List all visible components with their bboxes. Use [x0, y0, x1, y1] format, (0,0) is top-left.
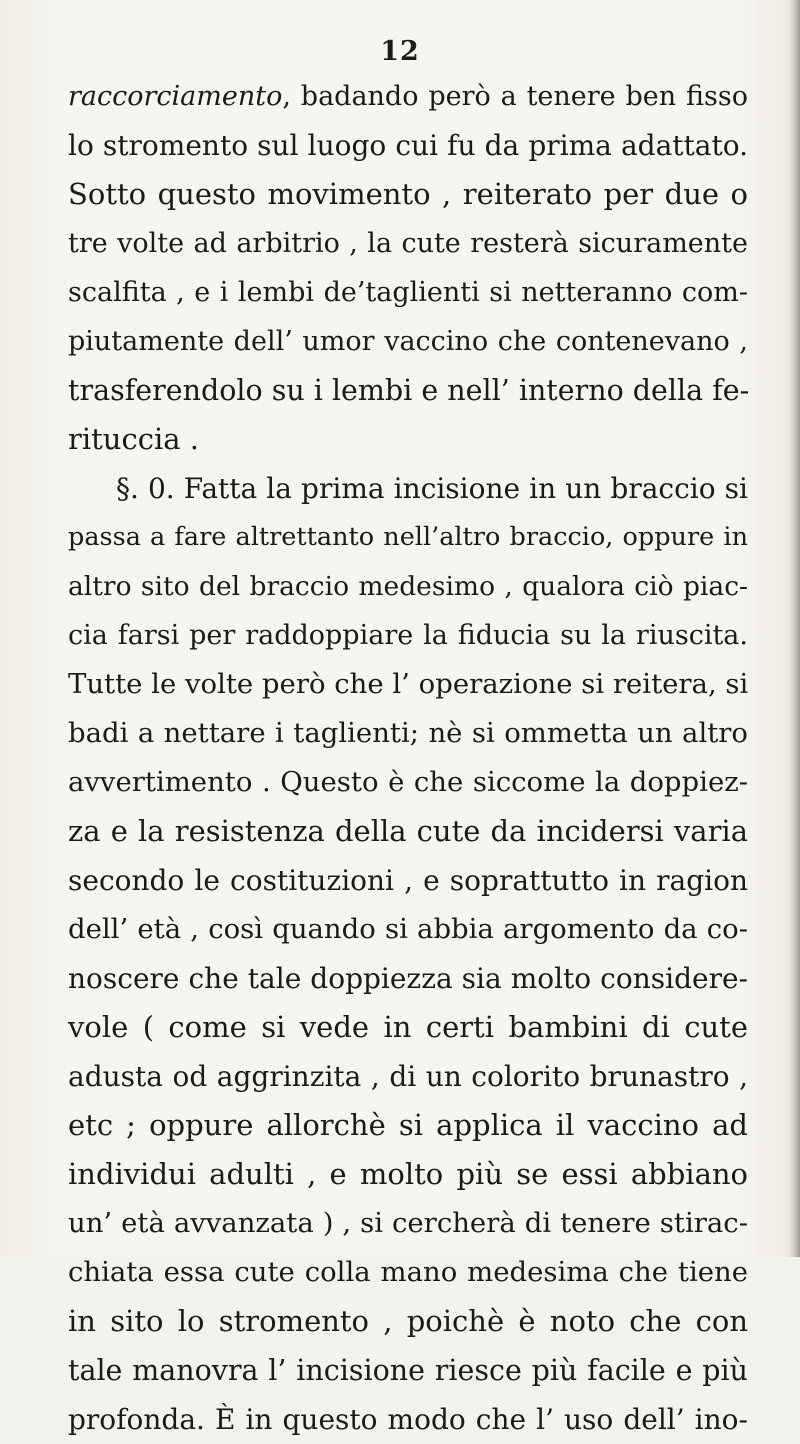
text-run: in sito lo stromento , poichè è noto che con: [68, 1304, 748, 1338]
text-run: badi a nettare i taglienti; nè si ommetta un altro: [68, 717, 748, 749]
text-line: [68, 1346, 748, 1395]
text-run: piutamente dell’ umor vaccino che contenevano ,: [68, 326, 748, 357]
text-run: Sotto questo movimento , reiterato per due o: [68, 177, 748, 211]
text-run: individui adulti , e molto più se essi abbiano: [68, 1157, 748, 1191]
text-run: , badando però a tenere ben fisso: [282, 81, 748, 112]
text-line: [68, 415, 748, 464]
text-line: [68, 317, 748, 366]
text-line: [68, 1101, 748, 1150]
text-run: chiata essa cute colla mano medesima che tiene: [68, 1256, 748, 1288]
text-run: trasferendolo su i lembi e nell’ interno della fe-: [68, 374, 750, 407]
italic-word: raccorciamento: [68, 81, 283, 112]
body-text: [68, 72, 748, 1444]
text-line: [68, 954, 748, 1003]
text-run: passa a fare altrettanto nell’altro braccio, oppure in: [68, 522, 748, 552]
text-line: [68, 1199, 748, 1248]
text-line: [68, 366, 748, 415]
text-line: [68, 268, 748, 317]
text-line: [68, 709, 748, 758]
text-run: vole ( come si vede in certi bambini di cute: [68, 1010, 748, 1044]
text-run: noscere che tale doppiezza sia molto considere-: [68, 962, 748, 995]
text-run: cia farsi per raddoppiare la fiducia su la riuscita.: [68, 620, 748, 651]
text-run: tale manovra l’ incisione riesce più facile e più: [68, 1354, 748, 1387]
text-run: rituccia .: [68, 422, 199, 456]
text-run: Tutte le volte però che l’ operazione si reitera, si: [68, 668, 749, 700]
text-run: un’ età avvanzata ) , si cercherà di tenere stirac-: [68, 1207, 748, 1239]
text-line: [68, 72, 748, 121]
text-run: altro sito del braccio medesimo , qualora ciò piac-: [68, 571, 748, 602]
text-line: [68, 1052, 748, 1101]
page-edge-shadow: [788, 0, 800, 1257]
text-line: [68, 464, 748, 513]
text-line: [68, 513, 748, 562]
text-run: lo stromento sul luogo cui fu da prima adattato.: [68, 129, 748, 162]
text-run: §. 0. Fatta la prima incisione in un braccio si: [116, 472, 748, 505]
text-line: [68, 1003, 748, 1052]
text-line: [68, 758, 748, 807]
text-line: [68, 219, 748, 268]
text-run: scalfita , e i lembi de’taglienti si netteranno com-: [68, 277, 748, 308]
text-line: [68, 660, 748, 709]
text-line: [68, 562, 748, 611]
text-line: [68, 611, 748, 660]
text-line: [68, 1297, 748, 1346]
text-line: [68, 1395, 748, 1444]
text-line: [68, 905, 748, 954]
text-run: avvertimento . Questo è che siccome la doppiez-: [68, 766, 748, 798]
text-line: [68, 1248, 748, 1297]
text-line: [68, 807, 748, 856]
text-line: [68, 170, 748, 219]
text-line: [68, 856, 748, 905]
page-number: 12: [380, 36, 420, 67]
text-line: [68, 121, 748, 170]
text-run: dell’ età , così quando si abbia argomento da co-: [68, 913, 748, 945]
text-run: tre volte ad arbitrio , la cute resterà sicuramente: [68, 228, 748, 259]
text-run: etc ; oppure allorchè si applica il vaccino ad: [68, 1108, 748, 1142]
text-run: adusta od aggrinzita , di un colorito brunastro ,: [68, 1060, 748, 1093]
text-line: [68, 1150, 748, 1199]
text-run: profonda. È in questo modo che l’ uso dell’ ino-: [68, 1403, 748, 1436]
text-run: secondo le costituzioni , e soprattutto in ragion: [68, 864, 748, 897]
text-run: za e la resistenza della cute da incidersi varia: [68, 814, 748, 848]
